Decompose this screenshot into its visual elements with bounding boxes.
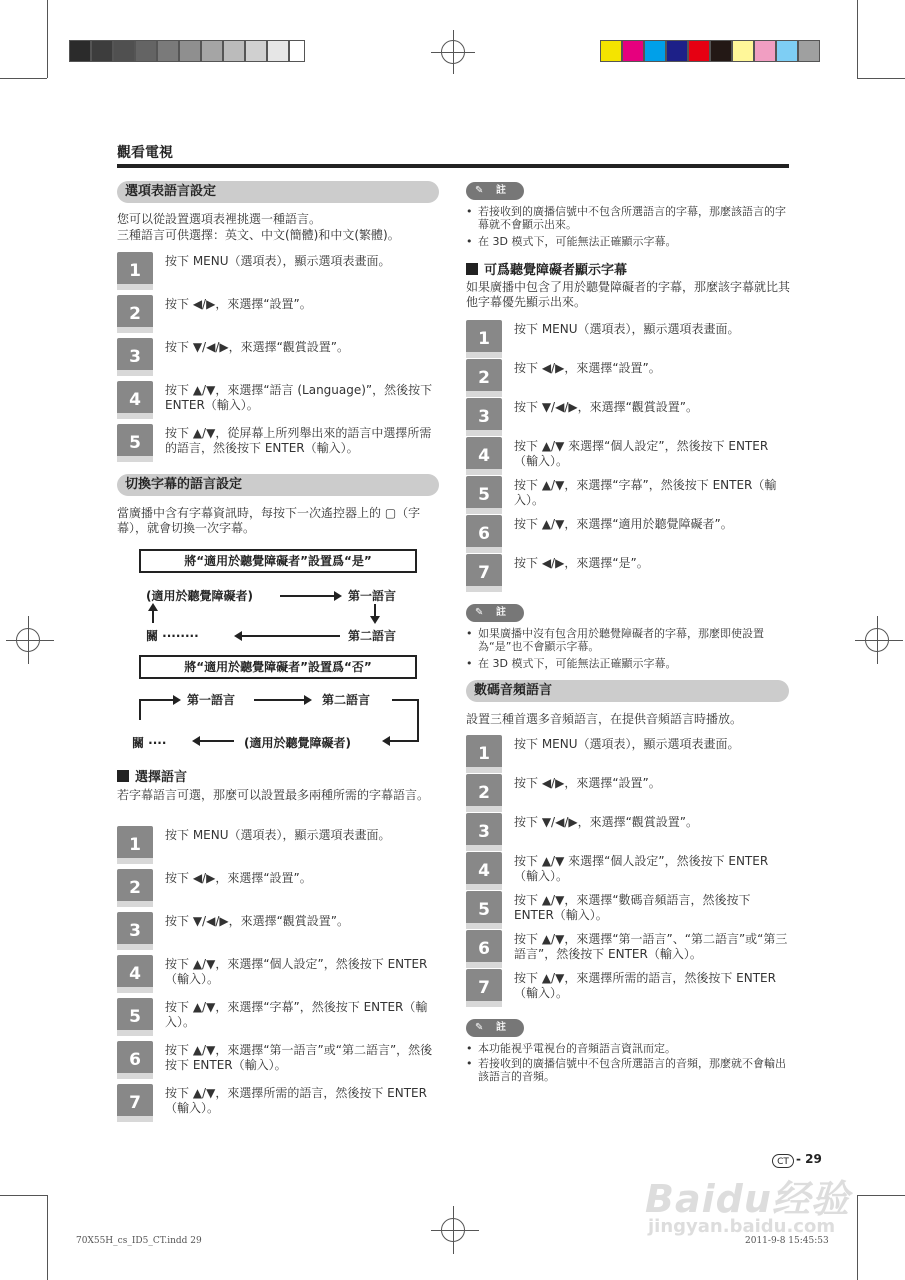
note-clip-icon: ✎	[475, 185, 484, 196]
step-text: 按下 ▼/◀/▶，來選擇“觀賞設置”。	[165, 914, 350, 928]
diagram-label: 關 ····	[132, 736, 167, 750]
step	[117, 381, 453, 419]
step	[466, 554, 802, 592]
section-subtitle-language: 切換字幕的語言設定	[117, 474, 439, 496]
step-number: 1	[466, 735, 502, 773]
step-number: 1	[117, 826, 153, 864]
page-title: 觀看電視	[117, 145, 173, 161]
step-number: 7	[466, 554, 502, 592]
subsection-title: 可爲聽覺障礙者顯示字幕	[484, 263, 628, 278]
region-badge: CT	[772, 1154, 794, 1168]
step	[466, 735, 802, 773]
intro-line-1: 您可以從設置選項表裡挑選一種語言。	[117, 212, 322, 226]
note-item: • 若接收到的廣播信號中不包含所選語言的音頻，那麼就不會輸出該語言的音頻。	[478, 1057, 790, 1083]
note-item: • 在 3D 模式下，可能無法正確顯示字幕。	[478, 235, 790, 248]
step	[466, 398, 802, 436]
color-swatch	[754, 40, 776, 62]
gray-swatch	[157, 40, 179, 62]
crop-mark	[0, 1195, 47, 1196]
note-badge	[466, 1019, 524, 1037]
hearing-impaired-intro: 如果廣播中包含了用於聽覺障礙者的字幕，那麼該字幕就比其他字幕優先顯示出來。	[466, 280, 791, 309]
diagram-label: 第二語言	[322, 693, 371, 707]
step-text: 按下 ◀/▶，來選擇“設置”。	[165, 297, 312, 311]
step-number: 3	[466, 398, 502, 436]
step-text: 按下 ◀/▶，來選擇“是”。	[514, 556, 649, 570]
step	[117, 338, 453, 376]
subsection-hearing-impaired	[466, 259, 627, 278]
file-name: 70X55H_cs_ID5_CT.indd 29	[76, 1236, 202, 1246]
intro-line-2: 三種語言可供選擇：英文、中文(簡體)和中文(繁體)。	[117, 228, 400, 242]
arrow-up-icon	[152, 605, 154, 623]
registration-line	[431, 52, 475, 53]
color-swatch	[776, 40, 798, 62]
color-swatch	[644, 40, 666, 62]
diagram-label: (適用於聽覺障礙者)	[146, 589, 253, 603]
step	[117, 295, 453, 333]
registration-line	[855, 640, 903, 641]
step-text: 按下 ▼/◀/▶，來選擇“觀賞設置”。	[514, 400, 699, 414]
step-number: 5	[466, 891, 502, 929]
step	[117, 252, 453, 290]
diagram-label: 第一語言	[187, 693, 236, 707]
step-number: 2	[117, 869, 153, 907]
step-text: 按下 ▲/▼ 來選擇“個人設定”，然後按下 ENTER（輸入）。	[514, 439, 769, 468]
step-text: 按下 ◀/▶，來選擇“設置”。	[514, 776, 661, 790]
gray-swatch	[135, 40, 157, 62]
diagram-label: 關 ········	[146, 629, 199, 643]
arrow-left-icon	[236, 635, 340, 637]
step-number: 7	[117, 1084, 153, 1122]
crop-mark	[857, 78, 905, 79]
step-number: 3	[117, 912, 153, 950]
gray-swatch	[91, 40, 113, 62]
crop-mark	[47, 1195, 48, 1280]
color-swatch	[732, 40, 754, 62]
connector-line	[139, 699, 141, 720]
step	[466, 476, 802, 514]
step-number: 3	[117, 338, 153, 376]
step-text: 按下 ▲/▼，來選擇“適用於聽覺障礙者”。	[514, 517, 733, 531]
step	[117, 912, 453, 950]
note-badge	[466, 182, 524, 200]
step	[466, 437, 802, 475]
color-swatch	[798, 40, 820, 62]
step	[466, 813, 802, 851]
step	[117, 998, 453, 1036]
step-number: 6	[466, 515, 502, 553]
diagram-box-no: 將“適用於聽覺障礙者”設置爲“否”	[139, 655, 417, 679]
crop-mark	[0, 78, 47, 79]
step-number: 5	[117, 424, 153, 462]
step	[466, 930, 802, 968]
step	[117, 826, 453, 864]
diagram-label: 第一語言	[348, 589, 397, 603]
select-language-intro: 若字幕語言可選，那麼可以設置最多兩種所需的字幕語言。	[117, 788, 430, 802]
step-number: 4	[117, 955, 153, 993]
crop-mark	[857, 1195, 905, 1196]
note-label: 註	[496, 1022, 506, 1033]
step	[466, 320, 802, 358]
timestamp: 2011-9-8 15:45:53	[745, 1236, 829, 1246]
step-number: 1	[466, 320, 502, 358]
arrow-left-icon	[384, 740, 419, 742]
step	[117, 955, 453, 993]
crop-mark	[47, 0, 48, 78]
step	[117, 869, 453, 907]
crop-mark	[857, 0, 858, 78]
color-swatch	[710, 40, 732, 62]
note-item: • 若接收到的廣播信號中不包含所選語言的字幕，那麼該語言的字幕就不會顯示出來。	[478, 205, 790, 231]
step-number: 2	[117, 295, 153, 333]
step-number: 6	[117, 1041, 153, 1079]
step-number: 4	[466, 852, 502, 890]
color-swatch	[666, 40, 688, 62]
step	[466, 852, 802, 890]
gray-swatch	[245, 40, 267, 62]
step	[466, 891, 802, 929]
diagram-box-yes: 將“適用於聽覺障礙者”設置爲“是”	[139, 549, 417, 573]
step-number: 4	[466, 437, 502, 475]
gray-swatch	[289, 40, 305, 62]
step-text: 按下 ▼/◀/▶，來選擇“觀賞設置”。	[514, 815, 699, 829]
step-number: 5	[117, 998, 153, 1036]
step-text: 按下 ▲/▼，來選擇“第一語言”、“第二語言”或“第三語言”，然後按下 ENTER（輸入）。	[514, 932, 788, 961]
step-text: 按下 ▲/▼，來選擇所需的語言，然後按下 ENTER（輸入）。	[514, 971, 776, 1000]
square-bullet-icon	[117, 770, 129, 782]
step-number: 4	[117, 381, 153, 419]
note-label: 註	[496, 185, 506, 196]
audio-language-intro: 設置三種首選多音頻語言，在提供音頻語言時播放。	[466, 712, 743, 726]
gray-swatch	[201, 40, 223, 62]
subtitle-intro: 當廣播中含有字幕資訊時，每按下一次遙控器上的 ▢（字幕），就會切換一次字幕。	[117, 506, 421, 535]
arrow-down-icon	[374, 604, 376, 622]
step	[466, 515, 802, 553]
connector-line	[392, 699, 419, 701]
note-clip-icon: ✎	[475, 1022, 484, 1033]
gray-swatch	[179, 40, 201, 62]
step	[466, 774, 802, 812]
step	[466, 359, 802, 397]
note-clip-icon: ✎	[475, 607, 484, 618]
step-text: 按下 ▲/▼，從屏幕上所列舉出來的語言中選擇所需的語言，然後按下 ENTER（輸入）。	[165, 426, 432, 455]
crop-mark	[857, 1195, 858, 1280]
connector-line	[417, 699, 419, 742]
step-number: 7	[466, 969, 502, 1007]
diagram-label: (適用於聽覺障礙者)	[244, 736, 351, 750]
step-text: 按下 ▲/▼，來選擇“數碼音頻語言，然後按下 ENTER（輸入）。	[514, 893, 751, 922]
step-number: 2	[466, 359, 502, 397]
step-text: 按下 MENU（選項表），顯示選項表畫面。	[165, 828, 391, 842]
arrow-right-icon	[254, 699, 310, 701]
step-number: 1	[117, 252, 153, 290]
page-number: - 29	[796, 1152, 822, 1166]
step	[117, 424, 453, 462]
step-text: 按下 MENU（選項表），顯示選項表畫面。	[514, 737, 740, 751]
note-label: 註	[496, 607, 506, 618]
watermark-logo: Baidu经验	[645, 1177, 850, 1221]
note-item: • 本功能視乎電視台的音頻語言資訊而定。	[478, 1042, 790, 1055]
step-number: 2	[466, 774, 502, 812]
arrow-right-icon	[139, 699, 179, 701]
step-text: 按下 ▲/▼，來選擇“第一語言”或“第二語言”，然後按下 ENTER（輸入）。	[165, 1043, 433, 1072]
diagram-label: 第二語言	[348, 629, 397, 643]
step-text: 按下 ▲/▼ 來選擇“個人設定”，然後按下 ENTER（輸入）。	[514, 854, 769, 883]
step-text: 按下 ▲/▼，來選擇“字幕”，然後按下 ENTER（輸入）。	[514, 478, 777, 507]
arrow-right-icon	[280, 595, 340, 597]
step	[466, 969, 802, 1007]
title-rule	[117, 164, 789, 168]
color-swatch	[688, 40, 710, 62]
step-text: 按下 ▲/▼，來選擇“字幕”，然後按下 ENTER（輸入）。	[165, 1000, 428, 1029]
step-text: 按下 MENU（選項表），顯示選項表畫面。	[165, 254, 391, 268]
registration-line	[431, 1230, 479, 1231]
step	[117, 1084, 453, 1122]
note-item: • 在 3D 模式下，可能無法正確顯示字幕。	[478, 657, 790, 670]
step-text: 按下 ◀/▶，來選擇“設置”。	[165, 871, 312, 885]
subsection-title: 選擇語言	[135, 770, 188, 785]
gray-swatch	[267, 40, 289, 62]
note-badge	[466, 604, 524, 622]
step-text: 按下 ◀/▶，來選擇“設置”。	[514, 361, 661, 375]
step-text: 按下 ▲/▼，來選擇“語言 (Language)”，然後按下 ENTER（輸入）。	[165, 383, 433, 412]
gray-swatch	[113, 40, 135, 62]
arrow-left-icon	[194, 740, 234, 742]
color-swatch	[600, 40, 622, 62]
step	[117, 1041, 453, 1079]
watermark-url: jingyan.baidu.com	[648, 1216, 836, 1237]
step-text: 按下 ▼/◀/▶，來選擇“觀賞設置”。	[165, 340, 350, 354]
step-number: 6	[466, 930, 502, 968]
gray-swatch	[69, 40, 91, 62]
step-text: 按下 ▲/▼，來選擇所需的語言，然後按下 ENTER（輸入）。	[165, 1086, 427, 1115]
note-item: • 如果廣播中沒有包含用於聽覺障礙者的字幕，那麼即使設置為“是”也不會顯示字幕。	[478, 627, 790, 653]
registration-line	[6, 640, 54, 641]
subsection-select-language	[117, 766, 187, 785]
step-number: 3	[466, 813, 502, 851]
square-bullet-icon	[466, 263, 478, 275]
color-swatch	[622, 40, 644, 62]
step-number: 5	[466, 476, 502, 514]
section-menu-language: 選項表語言設定	[117, 181, 439, 203]
gray-swatch	[223, 40, 245, 62]
section-audio-language: 數碼音頻語言	[466, 680, 789, 702]
step-text: 按下 ▲/▼，來選擇“個人設定”，然後按下 ENTER（輸入）。	[165, 957, 428, 986]
step-text: 按下 MENU（選項表），顯示選項表畫面。	[514, 322, 740, 336]
